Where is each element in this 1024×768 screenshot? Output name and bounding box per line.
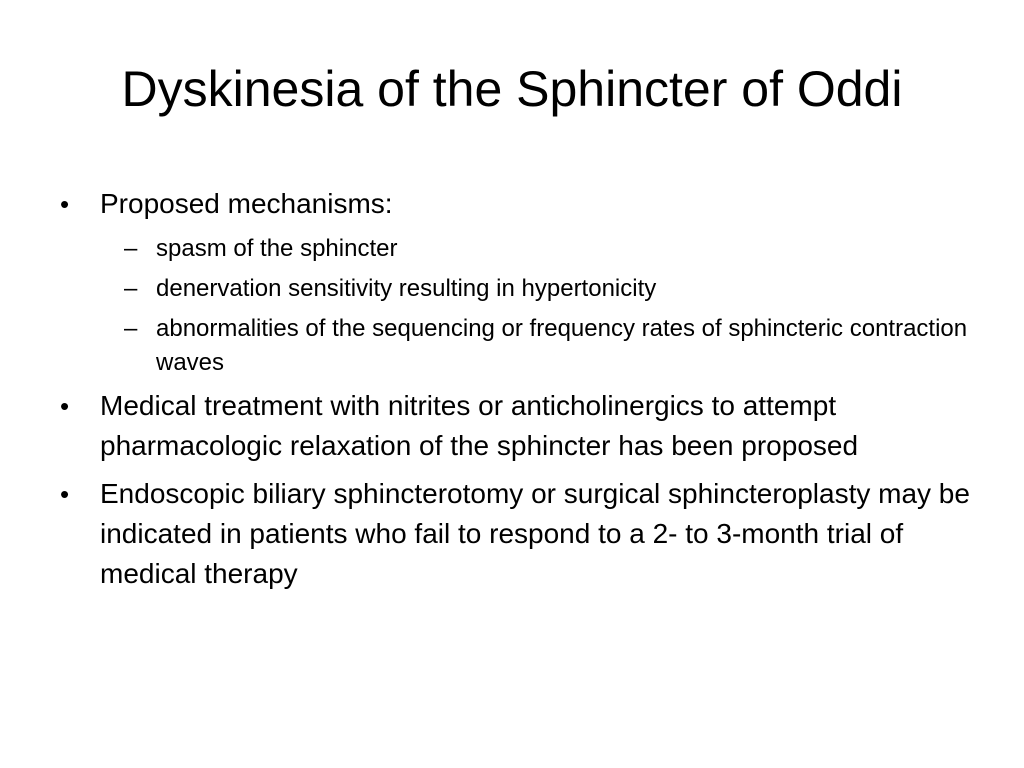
bullet-icon: • [60,479,70,509]
subitem-text: abnormalities of the sequencing or frequency rates of sphincteric contraction waves [156,315,968,376]
subitem-text: spasm of the sphincter [156,235,398,262]
subitem [124,312,978,380]
bullet-text: Medical treatment with nitrites or anticholinergics to attempt pharmacologic relaxation of the sphincter has been proposed [100,390,859,461]
slide-title: Dyskinesia of the Sphincter of Oddi [121,61,903,117]
subitem [124,232,978,266]
bullet-icon: • [60,189,70,219]
bullet-item [58,386,978,466]
subitem-text: denervation sensitivity resulting in hypertonicity [156,275,657,302]
bullet-item [58,184,978,224]
subitem [124,272,978,306]
slide-content [58,184,978,602]
bullet-text: Proposed mechanisms: [100,188,393,219]
bullet-item [58,474,978,594]
dash-icon: – [124,235,138,262]
bullet-text: Endoscopic biliary sphincterotomy or surgical sphincteroplasty may be indicated in patients who fail to respond to a 2- to 3-month trial of medical therapy [100,478,970,589]
subitem-list [58,232,978,380]
bullet-icon: • [60,391,70,421]
dash-icon: – [124,315,138,342]
dash-icon: – [124,275,138,302]
